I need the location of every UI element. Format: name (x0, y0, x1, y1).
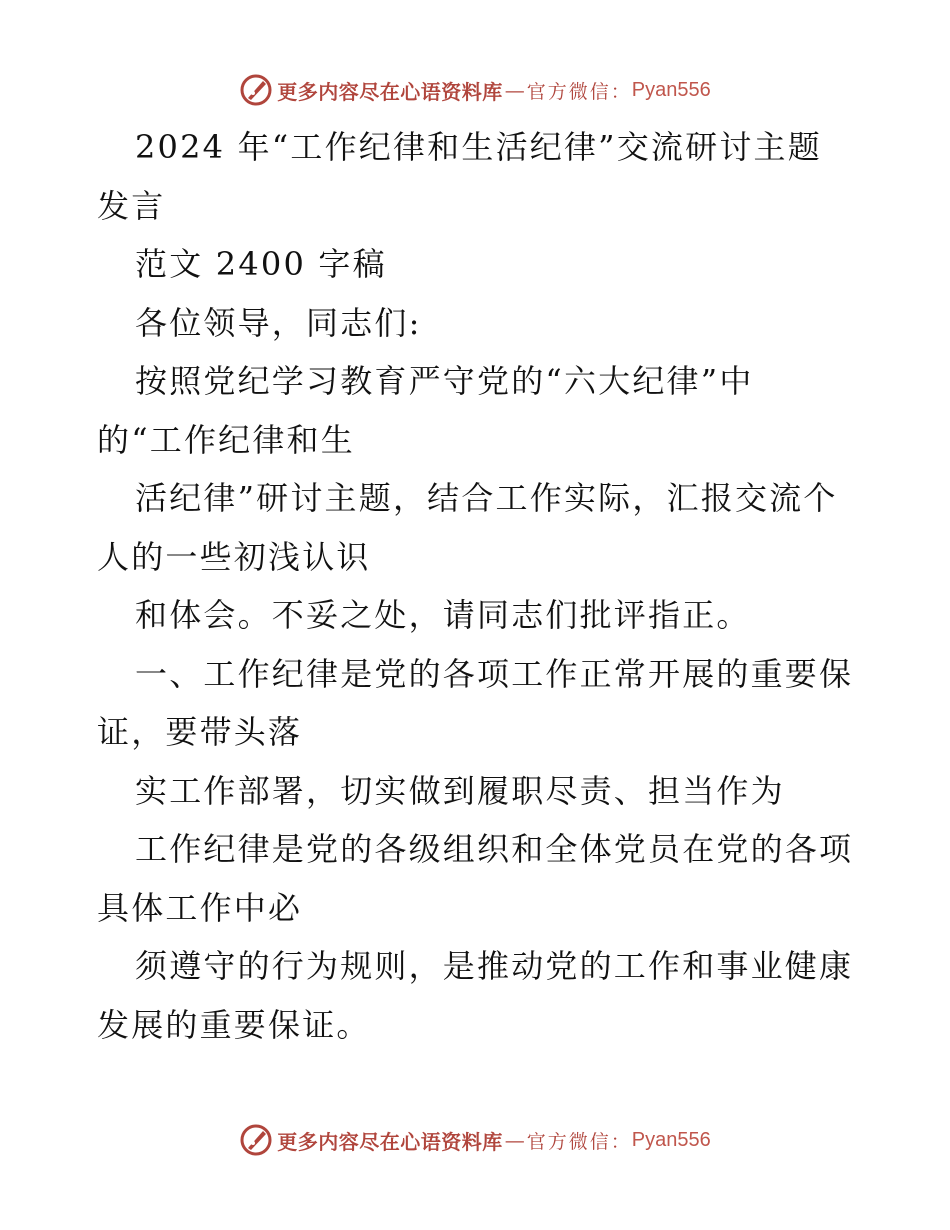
watermark-site-text: 更多内容尽在心语资料库 (277, 79, 503, 104)
watermark-header (0, 70, 950, 110)
quill-logo-icon (239, 1123, 273, 1157)
paragraph-line: 活纪律”研讨主题，结合工作实际，汇报交流个 (135, 479, 838, 517)
paragraph-line: 的“工作纪律和生 (97, 420, 355, 459)
watermark-wechat-label: 官方微信： (526, 1130, 632, 1153)
document-subtitle: 范文 2400 字稿 (135, 245, 387, 283)
paragraph-line: 人的一些初浅认识 (97, 537, 371, 576)
watermark-site-text: 更多内容尽在心语资料库 (277, 1129, 503, 1154)
section-heading-line: 证，要带头落 (97, 713, 303, 751)
document-title-line: 2024 年“工作纪律和生活纪律”交流研讨主题 (135, 128, 822, 166)
document-body (97, 118, 857, 1054)
paragraph-line: 发展的重要保证。 (97, 1005, 371, 1044)
salutation: 各位领导，同志们: (135, 303, 422, 342)
paragraph-line: 工作纪律是党的各级组织和全体党员在党的各项 (135, 830, 854, 868)
watermark-wechat-id: Pyan556 (631, 1128, 711, 1151)
watermark-wechat-label: 官方微信： (526, 80, 632, 103)
paragraph-line: 具体工作中必 (97, 888, 303, 927)
section-heading-line: 一、工作纪律是党的各项工作正常开展的重要保 (135, 654, 854, 693)
section-heading-line: 实工作部署，切实做到履职尽责、担当作为 (135, 771, 785, 810)
watermark-footer (0, 1120, 950, 1160)
watermark-wechat-id: Pyan556 (631, 78, 711, 101)
quill-logo-icon (239, 73, 273, 107)
paragraph-line: 按照党纪学习教育严守党的“六大纪律”中 (135, 362, 754, 400)
watermark-dash: — (504, 1128, 525, 1152)
paragraph-line: 须遵守的行为规则，是推动党的工作和事业健康 (135, 947, 854, 985)
document-title-line: 发言 (97, 186, 166, 225)
watermark-dash: — (504, 78, 525, 102)
paragraph-line: 和体会。不妥之处，请同志们批评指正。 (135, 596, 751, 634)
